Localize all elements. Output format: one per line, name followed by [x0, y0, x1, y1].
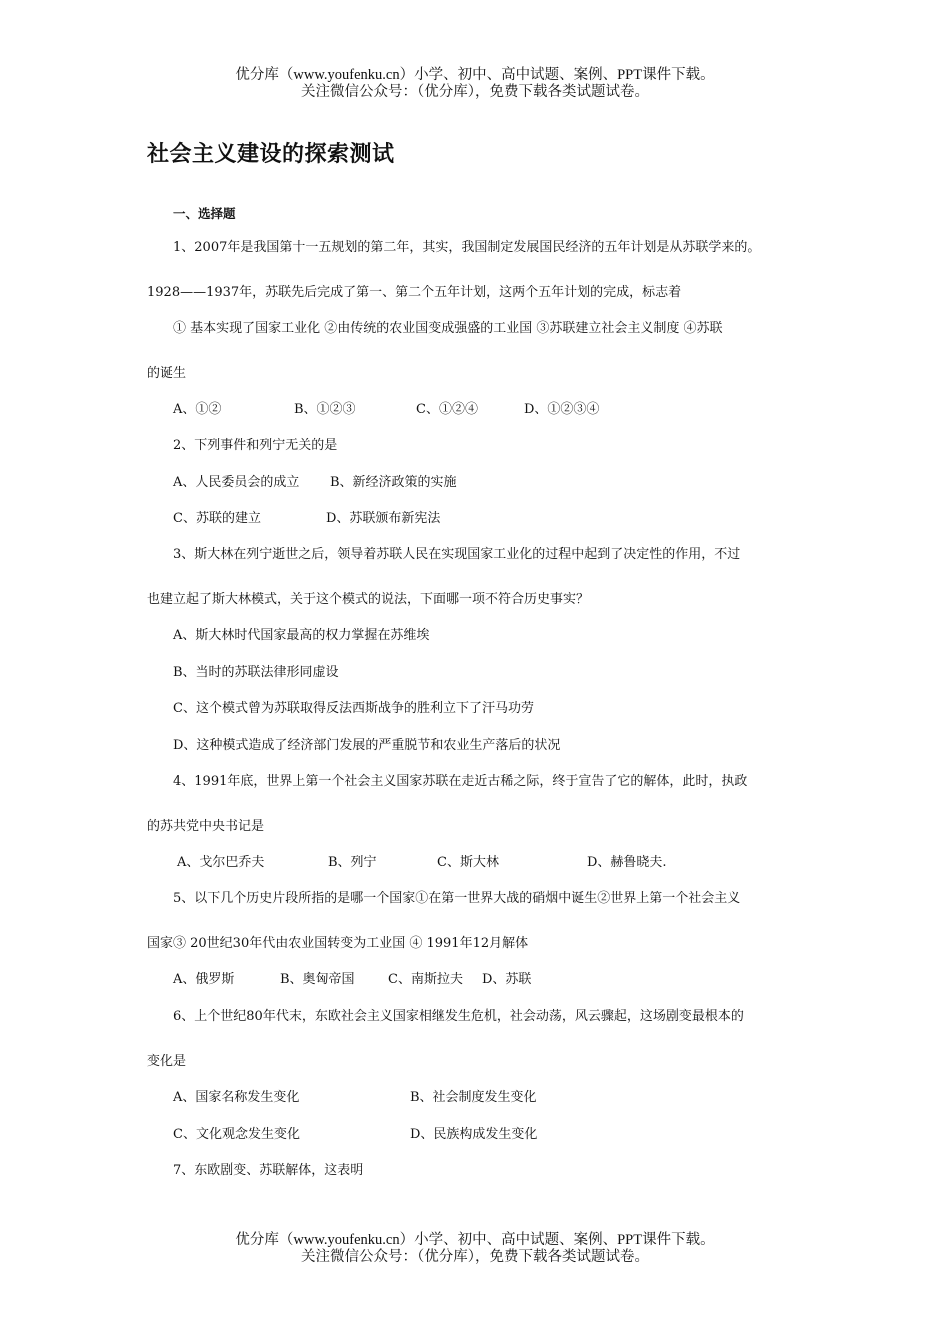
q1-line-4: 的诞生: [147, 366, 187, 381]
section-heading: 一、选择题: [173, 206, 236, 221]
page-header: [0, 67, 950, 101]
q1-line-2: 1928——1937年，苏联先后完成了第一、第二个五年计划，这两个五年计划的完成，标志着: [147, 285, 682, 300]
q1-line-1: 1、2007年是我国第十一五规划的第二年，其实，我国制定发展国民经济的五年计划是从苏联学来的。: [173, 240, 761, 255]
q6-option-a: A、国家名称发生变化: [173, 1090, 300, 1105]
q6-line-1: 6、上个世纪80年代末，东欧社会主义国家相继发生危机，社会动荡，风云骤起，这场剧变最根本的: [173, 1009, 744, 1024]
q4-option-a: A、戈尔巴乔夫: [177, 855, 265, 870]
q2-option-b: B、新经济政策的实施: [330, 475, 457, 490]
q1-option-b: B、①②③: [294, 402, 356, 417]
q5-option-c: C、南斯拉夫: [388, 972, 463, 987]
q1-option-d: D、①②③④: [524, 402, 600, 417]
header-line-2: 关注微信公众号：（优分库），免费下载各类试题试卷。: [301, 84, 649, 100]
q3-option-a: A、斯大林时代国家最高的权力掌握在苏维埃: [173, 628, 430, 643]
q4-line-2: 的苏共党中央书记是: [147, 819, 265, 834]
q3-option-c: C、这个模式曾为苏联取得反法西斯战争的胜利立下了汗马功劳: [173, 701, 534, 716]
document-title: 社会主义建设的探索测试: [147, 142, 395, 167]
q3-option-d: D、这种模式造成了经济部门发展的严重脱节和农业生产落后的状况: [173, 738, 561, 753]
q4-line-1: 4、1991年底，世界上第一个社会主义国家苏联在走近古稀之际，终于宣告了它的解体，此时，执政: [173, 774, 748, 789]
q5-line-2: 国家③ 20世纪30年代由农业国转变为工业国 ④ 1991年12月解体: [147, 936, 529, 951]
q6-option-c: C、文化观念发生变化: [173, 1127, 300, 1142]
q3-option-b: B、当时的苏联法律形同虚设: [173, 665, 339, 680]
q4-option-d: D、赫鲁晓夫.: [587, 855, 667, 870]
q4-option-c: C、斯大林: [437, 855, 499, 870]
q1-option-a: A、①②: [173, 402, 222, 417]
q2-option-d: D、苏联颁布新宪法: [326, 511, 441, 526]
q1-line-3: ① 基本实现了国家工业化 ②由传统的农业国变成强盛的工业国 ③苏联建立社会主义制度 ④苏联: [173, 321, 723, 336]
q5-option-d: D、苏联: [482, 972, 532, 987]
q5-line-1: 5、以下几个历史片段所指的是哪一个国家①在第一世界大战的硝烟中诞生②世界上第一个社会主义: [173, 891, 741, 906]
q2-option-a: A、人民委员会的成立: [173, 475, 300, 490]
footer-line-2: 关注微信公众号：（优分库），免费下载各类试题试卷。: [301, 1249, 649, 1265]
page-footer: [0, 1232, 950, 1266]
q1-option-c: C、①②④: [416, 402, 478, 417]
q3-line-2: 也建立起了斯大林模式，关于这个模式的说法，下面哪一项不符合历史事实？: [147, 592, 590, 607]
q6-line-2: 变化是: [147, 1054, 187, 1069]
q2-line-1: 2、下列事件和列宁无关的是: [173, 438, 338, 453]
q5-option-a: A、俄罗斯: [173, 972, 235, 987]
header-line-1: 优分库（www.youfenku.cn）小学、初中、高中试题、案例、PPT课件下载。: [235, 67, 715, 83]
q3-line-1: 3、斯大林在列宁逝世之后，领导着苏联人民在实现国家工业化的过程中起到了决定性的作用，不过: [173, 547, 741, 562]
q6-option-b: B、社会制度发生变化: [410, 1090, 537, 1105]
q7-line-1: 7、东欧剧变、苏联解体，这表明: [173, 1163, 364, 1178]
q5-option-b: B、奥匈帝国: [280, 972, 355, 987]
footer-line-1: 优分库（www.youfenku.cn）小学、初中、高中试题、案例、PPT课件下载。: [235, 1232, 715, 1248]
q6-option-d: D、民族构成发生变化: [410, 1127, 538, 1142]
q4-option-b: B、列宁: [328, 855, 377, 870]
q2-option-c: C、苏联的建立: [173, 511, 261, 526]
